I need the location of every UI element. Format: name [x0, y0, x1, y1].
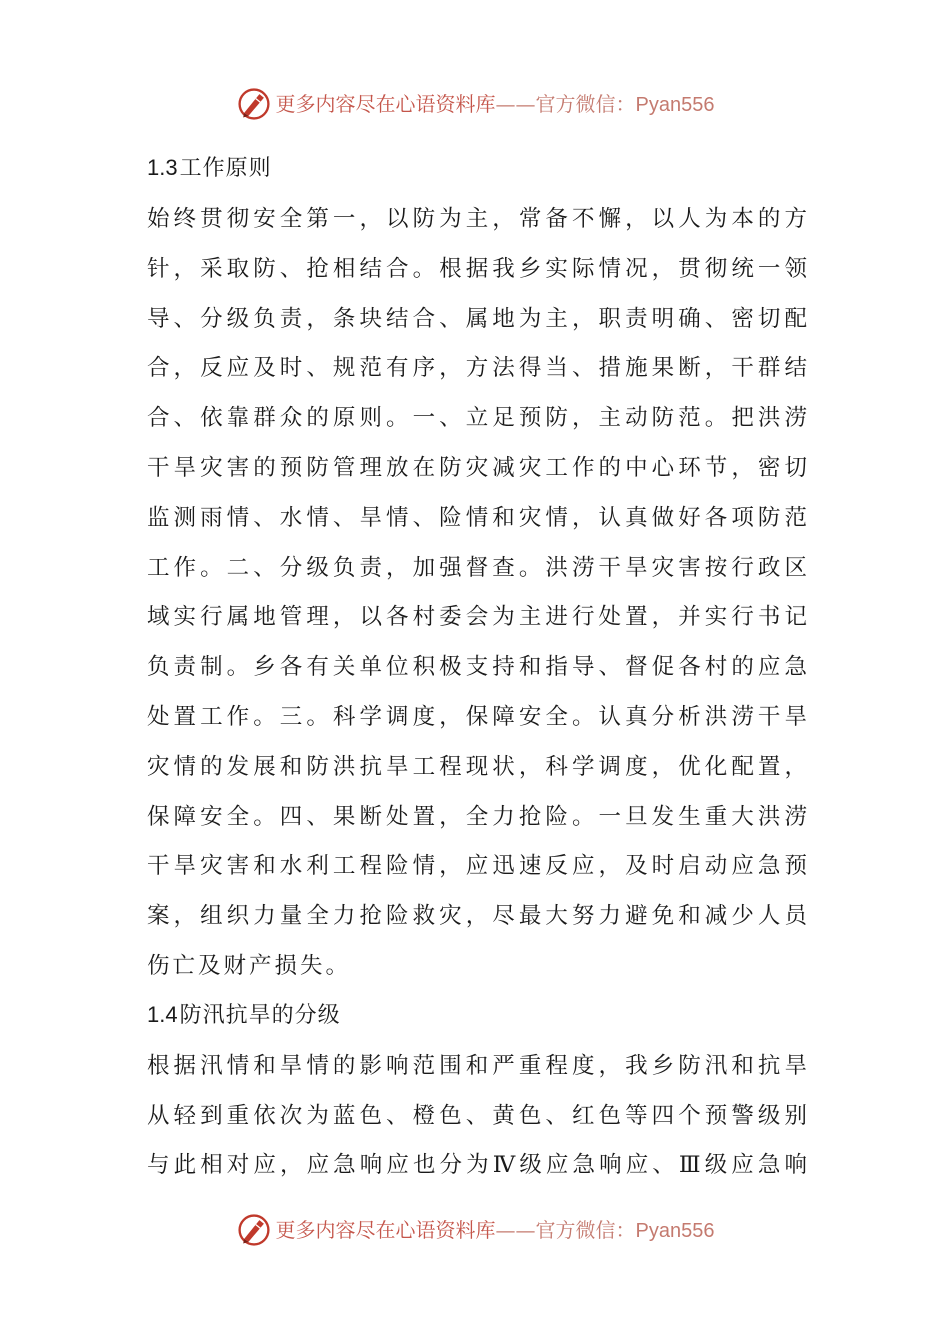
section-heading-1-3	[147, 145, 807, 191]
section-number: 1.4	[147, 1001, 178, 1027]
text-line: 针，采取防、抢相结合。根据我乡实际情况，贯彻统一领	[147, 255, 807, 282]
watermark-wechat-id: Pyan556	[635, 1219, 715, 1242]
section-title: 防汛抗旱的分级	[179, 1002, 341, 1028]
watermark-dash: ——	[495, 1217, 536, 1242]
text-line: 始终贯彻安全第一，以防为主，常备不懈，以人为本的方	[147, 206, 807, 232]
text-line: 干旱灾害和水利工程险情，应迅速反应，及时启动应急预	[147, 853, 807, 880]
text-line: 合、依靠群众的原则。一、立足预防，主动防范。把洪涝	[147, 405, 807, 432]
text-line: 合，反应及时、规范有序，方法得当、措施果断，干群结	[147, 355, 807, 382]
pen-logo-icon	[236, 86, 272, 122]
section-heading-1-4	[147, 992, 807, 1038]
watermark-banner-bottom	[0, 1208, 950, 1252]
text-line: 监测雨情、水情、旱情、险情和灾情，认真做好各项防范	[147, 504, 807, 531]
watermark-site: 更多内容尽在心语资料库	[275, 91, 496, 116]
text-line: 负责制。乡各有关单位积极支持和指导、督促各村的应急	[147, 654, 807, 681]
text-line: 与此相对应，应急响应也分为Ⅳ级应急响应、Ⅲ级应急响	[147, 1152, 807, 1179]
section-title: 工作原则	[179, 156, 272, 181]
text-line: 灾情的发展和防洪抗旱工程现状，科学调度，优化配置，	[147, 753, 807, 780]
watermark-text	[276, 1208, 715, 1253]
paragraph-flood-drought-levels	[147, 1042, 807, 1191]
text-line: 伤亡及财产损失。	[147, 952, 352, 979]
watermark-wechat-label: 官方微信：	[535, 1217, 636, 1242]
text-line: 域实行属地管理，以各村委会为主进行处置，并实行书记	[147, 604, 807, 631]
text-line: 干旱灾害的预防管理放在防灾减灾工作的中心环节，密切	[147, 454, 807, 481]
document-body	[147, 145, 807, 1191]
section-number: 1.3	[147, 155, 178, 180]
text-line: 根据汛情和旱情的影响范围和严重程度，我乡防汛和抗旱	[147, 1052, 807, 1079]
paragraph-work-principles	[147, 195, 807, 992]
text-line: 导、分级负责，条块结合、属地为主，职责明确、密切配	[147, 305, 807, 332]
text-line: 案，组织力量全力抢险救灾，尽最大努力避免和减少人员	[147, 903, 807, 930]
pen-logo-icon	[236, 1212, 272, 1248]
watermark-site: 更多内容尽在心语资料库	[275, 1217, 496, 1242]
watermark-wechat-id: Pyan556	[635, 93, 715, 116]
text-line: 处置工作。三。科学调度，保障安全。认真分析洪涝干旱	[147, 703, 807, 730]
watermark-dash: ——	[495, 91, 536, 116]
watermark-text	[276, 82, 715, 127]
text-line: 从轻到重依次为蓝色、橙色、黄色、红色等四个预警级别	[147, 1102, 807, 1129]
watermark-wechat-label: 官方微信：	[535, 91, 636, 116]
text-line: 保障安全。四、果断处置，全力抢险。一旦发生重大洪涝	[147, 803, 807, 830]
text-line: 工作。二、分级负责，加强督查。洪涝干旱灾害按行政区	[147, 554, 807, 581]
watermark-banner-top	[0, 82, 950, 126]
